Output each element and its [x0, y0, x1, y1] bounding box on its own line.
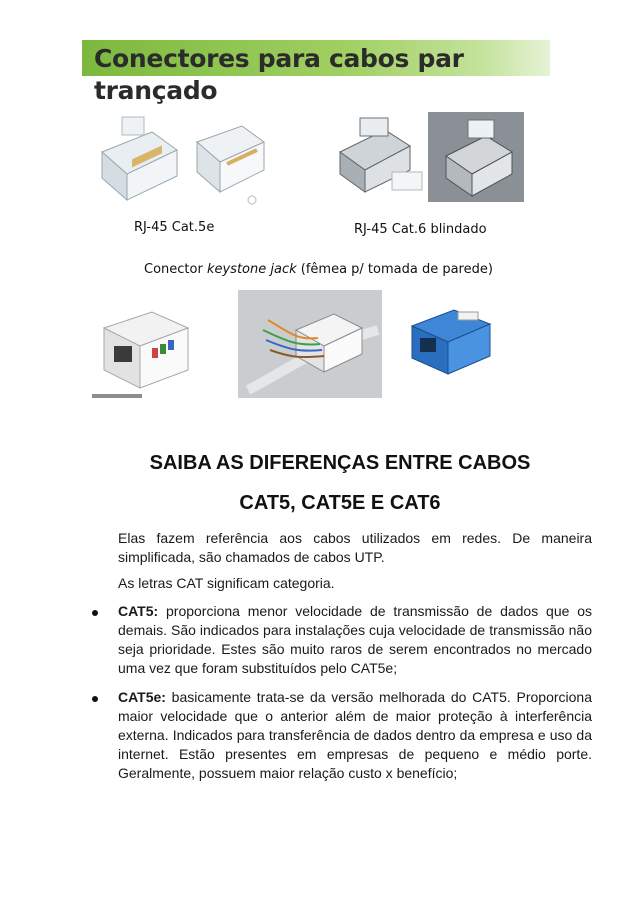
rj45-cat5e-image	[92, 112, 272, 212]
bullet-cat5e-label: CAT5e:	[118, 689, 166, 705]
intro-paragraph-2: As letras CAT significam categoria.	[118, 575, 335, 591]
section-heading-line2: CAT5, CAT5E E CAT6	[239, 492, 441, 514]
bullet-cat5e-text: basicamente trata-se da versão melhorada do CAT5. Proporciona maior velocidade que o anterior além de maior proteção à interferência externa. Indicados para transferência de dados dentro da empresa e uso da internet. Estão presentes em empresas de pequeno e médio porte. Geralmente, possuem maior relação custo x benefício;	[118, 689, 592, 781]
title-banner	[82, 40, 550, 105]
rj45-cat6-shielded-image	[428, 112, 524, 202]
keystone-jack-white-image	[92, 298, 202, 400]
rj45-connector-right	[197, 126, 264, 204]
keystone-jack-wired-image	[238, 290, 382, 398]
section-heading-line1: SAIBA AS DIFERENÇAS ENTRE CABOS	[149, 452, 531, 474]
caption-keystone-prefix: Conector	[144, 262, 207, 277]
keystone-jack-blue-image	[402, 300, 500, 380]
rj45-cat6-unshielded-image	[330, 112, 430, 197]
caption-rj45-cat5e: RJ-45 Cat.5e	[134, 220, 215, 235]
bullet-cat5-text: proporciona menor velocidade de transmissão de dados que os demais. São indicados para instalações cuja velocidade de transmissão não seja prioridade. Estes são muito raros de serem encontrados no mercado uma vez que foram substituídos pelo CAT5e;	[118, 603, 592, 676]
caption-keystone-italic: keystone jack	[206, 262, 297, 277]
bullet-cat5e	[118, 688, 592, 783]
bullet-cat5	[118, 602, 592, 678]
intro-paragraph-1: Elas fazem referência aos cabos utilizados em redes. De maneira simplificada, são chamados de cabos UTP.	[118, 530, 592, 565]
bullet-cat5-label: CAT5:	[118, 603, 159, 619]
caption-keystone-suffix: (fêmea p/ tomada de parede)	[296, 262, 493, 277]
caption-rj45-cat6: RJ-45 Cat.6 blindado	[354, 222, 487, 237]
banner-title-line2: trançado	[94, 76, 218, 105]
bullet-marker	[92, 610, 98, 616]
bullet-marker	[92, 696, 98, 702]
caption-keystone	[144, 262, 493, 277]
banner-title-line1: Conectores para cabos par	[94, 44, 464, 73]
rj45-connector-left	[102, 117, 177, 200]
banner-title	[94, 43, 554, 107]
